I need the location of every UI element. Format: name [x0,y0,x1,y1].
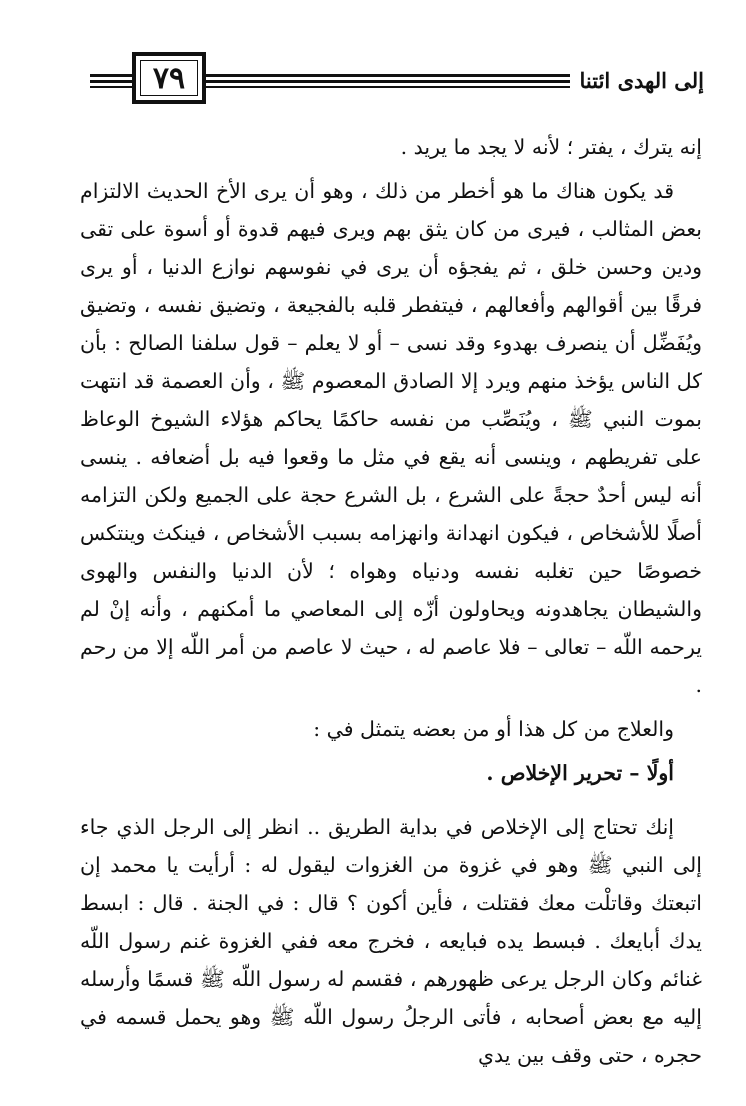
paragraph: والعلاج من كل هذا أو من بعضه يتمثل في : [313,717,674,741]
body-text [80,128,702,1074]
paragraph: قد يكون هناك ما هو أخطر من ذلك ، وهو أن يرى الأخ الحديث الالتزام بعض المثالب ، فيرى من كان يثق بهم ويرى فيهم قدوة أو أسوة على تقى ودين وحسن خلق ، ثم يفجؤه أن يرى في نفوسهم نوازع الدنيا ، أو يرى فرقًا بين أقوالهم وأفعالهم ، فيتفطر قلبه بالفجيعة ، وتضيق نفسه ، وتضيق ويُفَضِّل أن ينصرف بهدوء وقد نسى – أو لا يعلم – قول سلفنا الصالح : بأن كل الناس يؤخذ منهم ويرد إلا الصادق المعصوم ﷺ ، وأن العصمة قد انتهت بموت النبي ﷺ ، ويُنَصِّب من نفسه حاكمًا يحاكم هؤلاء الشيوخ الوعاظ على تفريطهم ، وينسى أنه يقع في مثل ما وقعوا فيه بل أضعافه . ينسى أنه ليس أحدٌ حجةً على الشرع ، بل الشرع حجة على الجميع ولكن التزامه أصلًا للأشخاص ، فيكون انهدانة وانهزامه بسبب الأشخاص ، فينكث وينتكس خصوصًا حين تغلبه نفسه ودنياه وهواه ؛ لأن الدنيا والنفس والهوى والشيطان يجاهدونه ويحاولون أزّه إلى المعاصي ما أمكنهم ، وأنه إنْ لم يرحمه اللّه – تعالى – فلا عاصم له ، حيث لا عاصم من أمر اللّه إلا من رحم . [80,179,702,697]
page-number: ٧٩ [132,52,206,104]
paragraph: إنك تحتاج إلى الإخلاص في بداية الطريق .. انظر إلى الرجل الذي جاء إلى النبي ﷺ وهو في غزوة من الغزوات ليقول له : أرأيت يا محمد إن اتبعتك وقاتلْت معك فقتلت ، فأين أكون ؟ قال : في الجنة . قال : ابسط يدك أبايعك . فبسط يده فبايعه ، فخرج معه ففي الغزوة غنم رسول اللّه غنائم وكان الرجل يرعى ظهورهم ، فقسم له رسول اللّه ﷺ قسمًا وأرسله إليه مع بعض أصحابه ، فأتى الرجلُ رسول اللّه ﷺ وهو يحمل قسمه في حجره ، حتى وقف بين يدي [80,815,702,1067]
paragraph: إنه يترك ، يفتر ؛ لأنه لا يجد ما يريد . [400,135,702,159]
running-title: إلى الهدى ائتنا [570,64,704,98]
page-header [90,52,704,108]
section-heading: أولًا – تحرير الإخلاص . [486,761,674,785]
